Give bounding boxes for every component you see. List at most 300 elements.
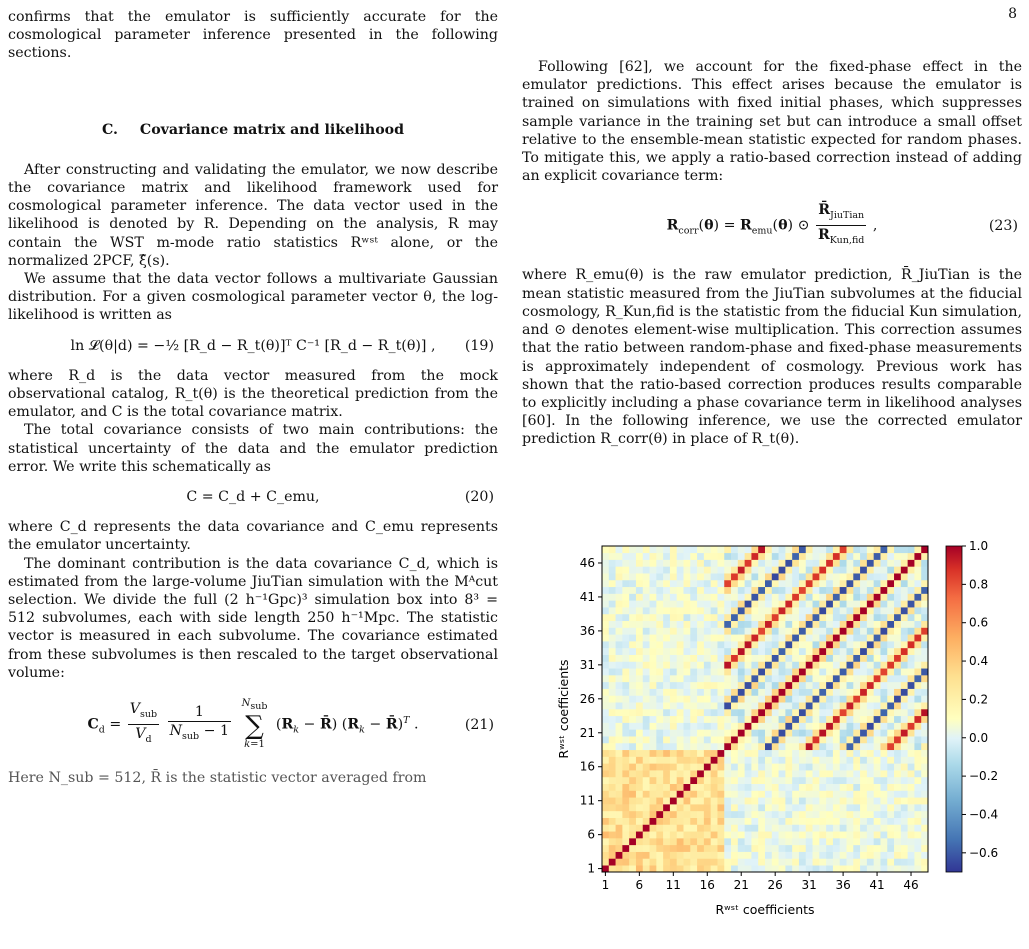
heatmap-cell xyxy=(887,729,894,736)
heatmap-cell xyxy=(853,641,860,648)
heatmap-cell xyxy=(738,824,745,831)
heatmap-cell xyxy=(826,750,833,757)
heatmap-cell xyxy=(806,600,813,607)
heatmap-cell xyxy=(880,661,887,668)
heatmap-cell xyxy=(751,661,758,668)
heatmap-cell xyxy=(609,858,616,865)
heatmap-cell xyxy=(745,852,752,859)
heatmap-cell xyxy=(847,709,854,716)
heatmap-cell xyxy=(813,594,820,601)
heatmap-cell xyxy=(650,845,657,852)
heatmap-cell xyxy=(894,811,901,818)
heatmap-cell xyxy=(738,634,745,641)
heatmap-cell xyxy=(609,641,616,648)
heatmap-cell xyxy=(914,791,921,798)
heatmap-cell xyxy=(901,668,908,675)
heatmap-cell xyxy=(690,858,697,865)
heatmap-cell xyxy=(833,804,840,811)
heatmap-cell xyxy=(908,641,915,648)
heatmap-cell xyxy=(602,648,609,655)
heatmap-cell xyxy=(656,553,663,560)
heatmap-cell xyxy=(656,791,663,798)
heatmap-cell xyxy=(887,661,894,668)
heatmap-cell xyxy=(738,784,745,791)
heatmap-cell xyxy=(745,655,752,662)
heatmap-cell xyxy=(616,580,623,587)
heatmap-cell xyxy=(860,845,867,852)
heatmap-cell xyxy=(894,580,901,587)
heatmap-cell xyxy=(772,845,779,852)
heatmap-cell xyxy=(894,709,901,716)
heatmap-cell xyxy=(602,818,609,825)
heatmap-cell xyxy=(684,648,691,655)
heatmap-cell xyxy=(887,831,894,838)
heatmap-cell xyxy=(813,546,820,553)
heatmap-cell xyxy=(880,634,887,641)
heatmap-cell xyxy=(847,763,854,770)
heatmap-cell xyxy=(894,607,901,614)
heatmap-cell xyxy=(874,757,881,764)
heatmap-cell xyxy=(921,553,928,560)
heatmap-cell xyxy=(894,634,901,641)
heatmap-cell xyxy=(643,777,650,784)
heatmap-cell xyxy=(826,852,833,859)
heatmap-cell xyxy=(663,628,670,635)
heatmap-cell xyxy=(894,750,901,757)
heatmap-cell xyxy=(901,702,908,709)
heatmap-cell xyxy=(867,736,874,743)
heatmap-cell xyxy=(819,648,826,655)
heatmap-cell xyxy=(629,641,636,648)
heatmap-cell xyxy=(847,580,854,587)
heatmap-cell xyxy=(785,709,792,716)
heatmap-cell xyxy=(751,824,758,831)
heatmap-cell xyxy=(826,831,833,838)
heatmap-cell xyxy=(833,729,840,736)
heatmap-cell xyxy=(887,580,894,587)
heatmap-cell xyxy=(860,831,867,838)
correlation-matrix-figure xyxy=(546,540,1016,938)
heatmap-cell xyxy=(616,689,623,696)
heatmap-cell xyxy=(690,716,697,723)
heatmap-cell xyxy=(704,641,711,648)
heatmap-cell xyxy=(874,770,881,777)
heatmap-cell xyxy=(772,716,779,723)
heatmap-cell xyxy=(690,770,697,777)
heatmap-cell xyxy=(792,757,799,764)
heatmap-cell xyxy=(826,566,833,573)
heatmap-cell xyxy=(921,858,928,865)
heatmap-cell xyxy=(908,784,915,791)
heatmap-cell xyxy=(840,607,847,614)
heatmap-cell xyxy=(772,729,779,736)
heatmap-cell xyxy=(819,695,826,702)
heatmap-cell xyxy=(799,763,806,770)
heatmap-cell xyxy=(819,628,826,635)
heatmap-cell xyxy=(663,614,670,621)
colorbar-tick-label: 0.8 xyxy=(969,577,989,592)
heatmap-cell xyxy=(914,587,921,594)
heatmap-cell xyxy=(921,743,928,750)
heatmap-cell xyxy=(921,560,928,567)
heatmap-cell xyxy=(758,600,765,607)
heatmap-cell xyxy=(853,566,860,573)
heatmap-cell xyxy=(901,560,908,567)
heatmap-cell xyxy=(650,628,657,635)
heatmap-cell xyxy=(622,668,629,675)
heatmap-cell xyxy=(650,614,657,621)
heatmap-cell xyxy=(765,682,772,689)
colorbar-ticks xyxy=(962,540,998,860)
heatmap-cell xyxy=(765,661,772,668)
heatmap-cell xyxy=(738,797,745,804)
heatmap-cell xyxy=(663,797,670,804)
heatmap-cell xyxy=(609,546,616,553)
heatmap-cell xyxy=(622,865,629,872)
heatmap-cell xyxy=(826,641,833,648)
heatmap-cell xyxy=(785,689,792,696)
x-axis-label: Rʷˢᵗ coefficients xyxy=(715,902,815,917)
heatmap-cell xyxy=(819,804,826,811)
heatmap-cell xyxy=(813,621,820,628)
heatmap-cell xyxy=(833,831,840,838)
heatmap-cell xyxy=(684,797,691,804)
heatmap-cell xyxy=(751,791,758,798)
heatmap-cell xyxy=(813,702,820,709)
x-tick-label: 6 xyxy=(635,878,644,892)
heatmap-cell xyxy=(751,594,758,601)
heatmap-cell xyxy=(806,743,813,750)
heatmap-cell xyxy=(860,818,867,825)
heatmap-cell xyxy=(765,858,772,865)
heatmap-cell xyxy=(874,723,881,730)
heatmap-cell xyxy=(616,594,623,601)
heatmap-cell xyxy=(602,824,609,831)
heatmap-cell xyxy=(711,804,718,811)
heatmap-cell xyxy=(629,750,636,757)
heatmap-cell xyxy=(908,594,915,601)
heatmap-cell xyxy=(704,682,711,689)
heatmap-cell xyxy=(833,723,840,730)
heatmap-cell xyxy=(813,661,820,668)
paragraph-total-covariance: The total covariance consists of two main contributions: the statistical uncertainty of the data and the emulator prediction error. We write this schematically as xyxy=(8,422,498,475)
heatmap-cell xyxy=(684,818,691,825)
heatmap-cell xyxy=(921,587,928,594)
heatmap-cell xyxy=(874,668,881,675)
heatmap-cell xyxy=(908,838,915,845)
heatmap-cell xyxy=(867,682,874,689)
heatmap-cell xyxy=(826,621,833,628)
heatmap-cell xyxy=(751,743,758,750)
heatmap-cell xyxy=(860,634,867,641)
heatmap-cell xyxy=(629,648,636,655)
heatmap-cell xyxy=(622,770,629,777)
heatmap-cell xyxy=(806,736,813,743)
heatmap-cell xyxy=(724,682,731,689)
heatmap-cell xyxy=(724,818,731,825)
heatmap-cell xyxy=(684,628,691,635)
heatmap-cell xyxy=(636,716,643,723)
heatmap-cell xyxy=(819,797,826,804)
heatmap-cell xyxy=(622,845,629,852)
heatmap-cell xyxy=(731,546,738,553)
heatmap-cell xyxy=(779,845,786,852)
heatmap-cell xyxy=(826,743,833,750)
heatmap-cell xyxy=(656,852,663,859)
heatmap-cell xyxy=(636,852,643,859)
heatmap-cell xyxy=(629,858,636,865)
heatmap-cell xyxy=(799,804,806,811)
heatmap-cell xyxy=(697,614,704,621)
heatmap-cell xyxy=(636,757,643,764)
heatmap-cell xyxy=(636,553,643,560)
heatmap-cell xyxy=(663,641,670,648)
heatmap-cell xyxy=(908,852,915,859)
heatmap-cell xyxy=(887,845,894,852)
heatmap-cell xyxy=(650,838,657,845)
heatmap-cell xyxy=(785,560,792,567)
heatmap-cell xyxy=(758,661,765,668)
heatmap-cell xyxy=(690,634,697,641)
heatmap-cell xyxy=(779,668,786,675)
heatmap-cell xyxy=(833,695,840,702)
heatmap-cell xyxy=(813,791,820,798)
heatmap-cell xyxy=(751,784,758,791)
heatmap-cell xyxy=(690,852,697,859)
heatmap-cell xyxy=(758,675,765,682)
heatmap-cell xyxy=(622,824,629,831)
heatmap-cell xyxy=(758,560,765,567)
heatmap-cell xyxy=(874,628,881,635)
fraction-nsub: $\frac{1}{N_{sub} - 1}$ xyxy=(169,703,230,743)
heatmap-cell xyxy=(874,858,881,865)
heatmap-cell xyxy=(840,702,847,709)
heatmap-cell xyxy=(711,838,718,845)
heatmap-cell xyxy=(717,641,724,648)
heatmap-cell xyxy=(643,865,650,872)
heatmap-cell xyxy=(921,824,928,831)
heatmap-cell xyxy=(806,784,813,791)
heatmap-cell xyxy=(779,553,786,560)
heatmap-cell xyxy=(609,560,616,567)
heatmap-cell xyxy=(609,757,616,764)
heatmap-cell xyxy=(813,845,820,852)
heatmap-cell xyxy=(711,553,718,560)
heatmap-cell xyxy=(792,716,799,723)
heatmap-cell xyxy=(650,784,657,791)
heatmap-cell xyxy=(650,655,657,662)
heatmap-cell xyxy=(894,553,901,560)
heatmap-cell xyxy=(792,580,799,587)
heatmap-cell xyxy=(717,655,724,662)
heatmap-cell xyxy=(840,560,847,567)
heatmap-cell xyxy=(670,818,677,825)
heatmap-cell xyxy=(792,811,799,818)
heatmap-cell xyxy=(684,824,691,831)
heatmap-cell xyxy=(901,777,908,784)
y-axis-label: Rʷˢᵗ coefficients xyxy=(556,659,571,759)
heatmap-cell xyxy=(656,818,663,825)
heatmap-cell xyxy=(833,628,840,635)
heatmap-cell xyxy=(724,600,731,607)
heatmap-cell xyxy=(758,621,765,628)
heatmap-cell xyxy=(908,621,915,628)
heatmap-cell xyxy=(833,838,840,845)
heatmap-cell xyxy=(867,865,874,872)
heatmap-cell xyxy=(643,811,650,818)
heatmap-cell xyxy=(874,777,881,784)
heatmap-cell xyxy=(867,858,874,865)
heatmap-cell xyxy=(731,580,738,587)
x-tick-label: 1 xyxy=(601,878,610,892)
fraction-correction: $\frac{R̄_{JiuTian}}{R_{Kun,fid}}$ xyxy=(818,202,865,247)
heatmap-cell xyxy=(833,594,840,601)
heatmap-cell xyxy=(643,600,650,607)
heatmap-cell xyxy=(908,811,915,818)
heatmap-cell xyxy=(622,818,629,825)
heatmap-cell xyxy=(677,566,684,573)
heatmap-cell xyxy=(650,831,657,838)
heatmap-cell xyxy=(833,797,840,804)
heatmap-cell xyxy=(697,607,704,614)
heatmap-cell xyxy=(663,655,670,662)
heatmap-cell xyxy=(670,845,677,852)
y-tick-label: 26 xyxy=(579,691,595,706)
heatmap-cell xyxy=(840,804,847,811)
heatmap-cell xyxy=(847,655,854,662)
heatmap-cell xyxy=(867,695,874,702)
heatmap-cell xyxy=(867,743,874,750)
heatmap-cell xyxy=(880,797,887,804)
heatmap-cell xyxy=(840,845,847,852)
heatmap-cell xyxy=(914,689,921,696)
heatmap-cell xyxy=(724,729,731,736)
heatmap-cell xyxy=(867,804,874,811)
heatmap-cell xyxy=(704,709,711,716)
heatmap-cell xyxy=(717,621,724,628)
heatmap-cell xyxy=(677,600,684,607)
heatmap-cell xyxy=(629,757,636,764)
heatmap-cell xyxy=(717,580,724,587)
heatmap-cell xyxy=(908,689,915,696)
heatmap-cell xyxy=(745,648,752,655)
heatmap-cell xyxy=(853,852,860,859)
heatmap-cell xyxy=(643,763,650,770)
heatmap-cell xyxy=(874,791,881,798)
heatmap-cell xyxy=(779,852,786,859)
heatmap-cell xyxy=(690,791,697,798)
heatmap-cell xyxy=(908,675,915,682)
heatmap-cell xyxy=(670,560,677,567)
colorbar-tick-label: −0.2 xyxy=(969,769,999,784)
heatmap-cell xyxy=(874,729,881,736)
heatmap-cell xyxy=(724,587,731,594)
heatmap-cell xyxy=(758,702,765,709)
heatmap-cell xyxy=(650,818,657,825)
heatmap-cell xyxy=(799,784,806,791)
heatmap-cell xyxy=(826,594,833,601)
heatmap-cell xyxy=(914,811,921,818)
heatmap-cell xyxy=(908,763,915,770)
heatmap-cell xyxy=(894,689,901,696)
heatmap-cell xyxy=(792,675,799,682)
heatmap-cell xyxy=(758,831,765,838)
heatmap-cell xyxy=(867,594,874,601)
heatmap-cell xyxy=(717,865,724,872)
heatmap-cell xyxy=(826,804,833,811)
heatmap-cell xyxy=(799,852,806,859)
y-tick-label: 16 xyxy=(579,759,595,774)
heatmap-cell xyxy=(602,587,609,594)
heatmap-cell xyxy=(670,852,677,859)
heatmap-cell xyxy=(751,566,758,573)
heatmap-cell xyxy=(751,689,758,696)
heatmap-cell xyxy=(792,621,799,628)
heatmap-cell xyxy=(860,716,867,723)
heatmap-cell xyxy=(602,750,609,757)
heatmap-cell xyxy=(745,668,752,675)
heatmap-cell xyxy=(650,607,657,614)
heatmap-cell xyxy=(663,757,670,764)
heatmap-cell xyxy=(799,716,806,723)
heatmap-cell xyxy=(908,553,915,560)
heatmap-cell xyxy=(677,607,684,614)
heatmap-cell xyxy=(745,695,752,702)
heatmap-cell xyxy=(921,818,928,825)
heatmap-cell xyxy=(853,709,860,716)
heatmap-cell xyxy=(819,811,826,818)
heatmap-cell xyxy=(609,573,616,580)
heatmap-cell xyxy=(758,852,765,859)
heatmap-cell xyxy=(833,824,840,831)
heatmap-cell xyxy=(656,628,663,635)
heatmap-cell xyxy=(690,641,697,648)
heatmap-cell xyxy=(602,668,609,675)
heatmap-cell xyxy=(738,695,745,702)
heatmap-cell xyxy=(602,594,609,601)
heatmap-cell xyxy=(717,784,724,791)
heatmap-cell xyxy=(813,614,820,621)
heatmap-cell xyxy=(636,845,643,852)
heatmap-cell xyxy=(819,661,826,668)
heatmap-cell xyxy=(677,621,684,628)
heatmap-cell xyxy=(745,818,752,825)
heatmap-cell xyxy=(833,818,840,825)
heatmap-cell xyxy=(711,757,718,764)
heatmap-cell xyxy=(690,811,697,818)
heatmap-cell xyxy=(704,743,711,750)
heatmap-cell xyxy=(690,750,697,757)
heatmap-cell xyxy=(806,797,813,804)
heatmap-cell xyxy=(724,804,731,811)
heatmap-cell xyxy=(745,546,752,553)
heatmap-cell xyxy=(833,648,840,655)
heatmap-cell xyxy=(609,852,616,859)
heatmap-cell xyxy=(887,716,894,723)
heatmap-cell xyxy=(785,668,792,675)
heatmap-cell xyxy=(887,560,894,567)
heatmap-cell xyxy=(616,743,623,750)
heatmap-cell xyxy=(840,634,847,641)
heatmap-cell xyxy=(650,777,657,784)
heatmap-cell xyxy=(670,709,677,716)
heatmap-cell xyxy=(731,709,738,716)
heatmap-cell xyxy=(894,628,901,635)
heatmap-cell xyxy=(785,573,792,580)
heatmap-cell xyxy=(853,553,860,560)
heatmap-cell xyxy=(684,573,691,580)
heatmap-cell xyxy=(894,702,901,709)
